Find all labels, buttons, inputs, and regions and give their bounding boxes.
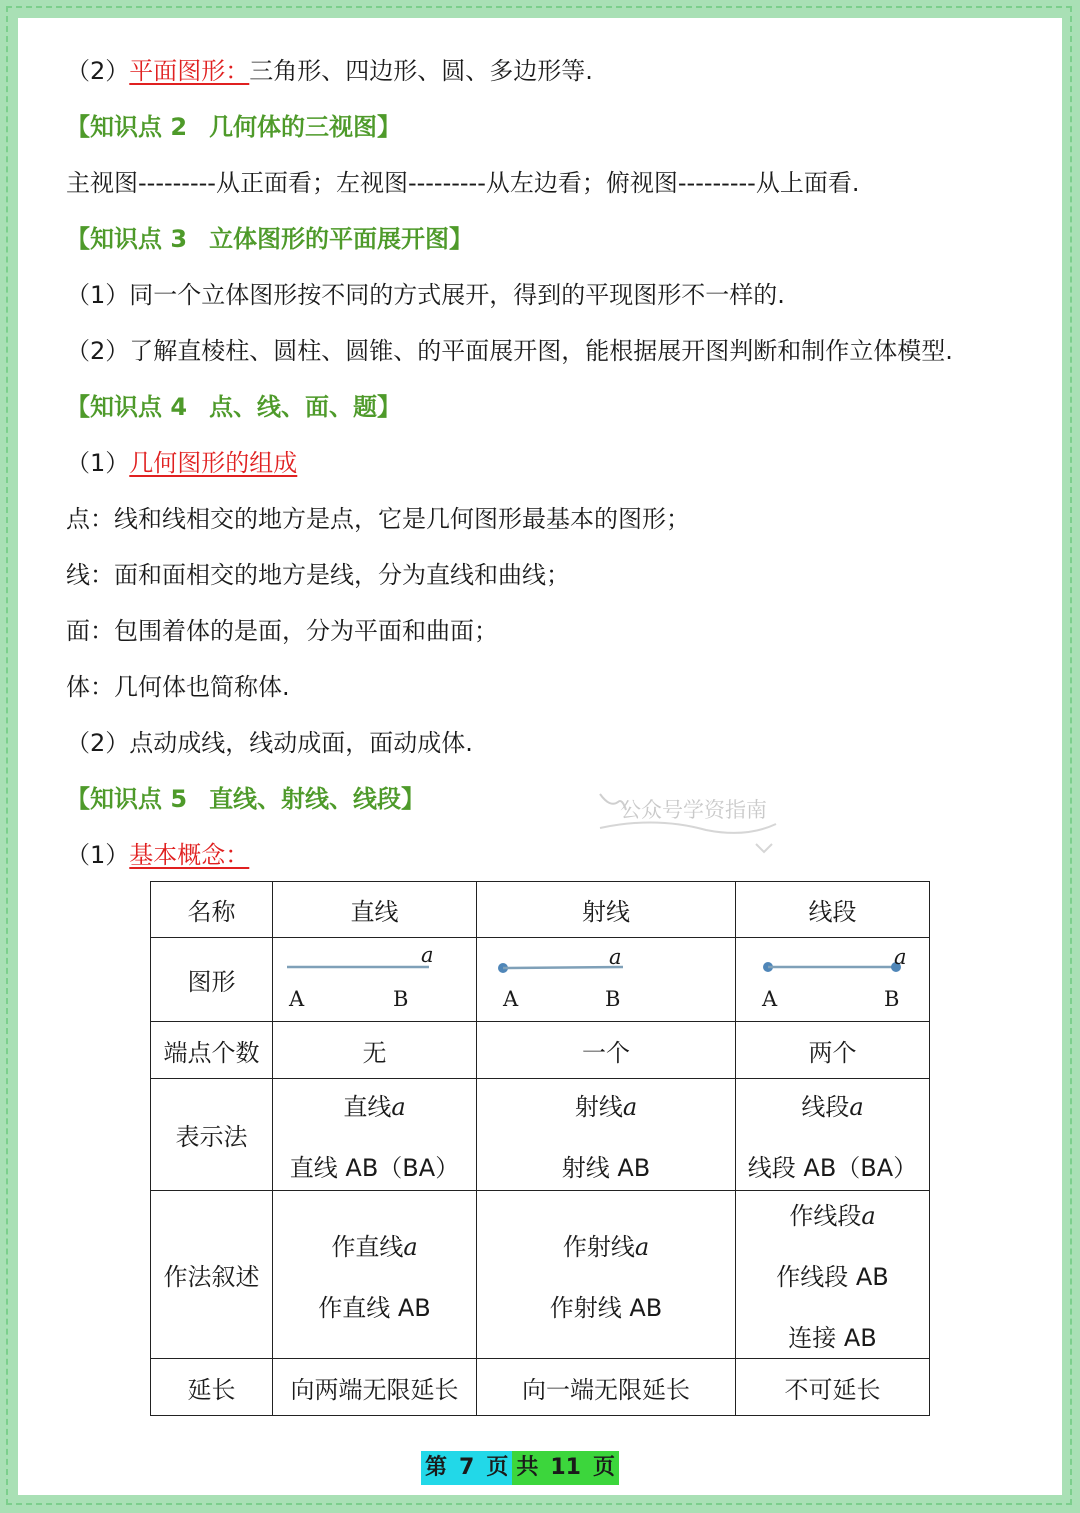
term-basic-concepts: 基本概念：	[129, 841, 250, 869]
notation-text: 射线 AB	[561, 1153, 651, 1182]
construction-letter: a	[861, 1202, 876, 1230]
point-definition: 点：线和线相交的地方是点，它是几何图形最基本的图形；	[66, 505, 690, 533]
construction-text: 作线段	[789, 1202, 862, 1230]
construction-text: 作直线	[331, 1232, 404, 1261]
heading-title: 立体图形的平面展开图】	[209, 225, 474, 253]
label-point-b: B	[393, 986, 409, 1011]
construction-text: 作线段 AB	[776, 1263, 889, 1291]
solid-definition: 体：几何体也简称体.	[66, 673, 290, 701]
label-point-a: A	[289, 986, 305, 1011]
item-number: （2）	[66, 57, 130, 85]
watermark-text: 公众号学资指南	[620, 798, 767, 822]
construction-letter: a	[403, 1232, 418, 1261]
notation-ray	[477, 1079, 736, 1191]
label-a: a	[421, 942, 434, 967]
term-plane-figures: 平面图形：	[129, 57, 250, 85]
row-label-construction: 作法叙述	[151, 1191, 273, 1359]
notation-text: 线段 AB（BA）	[747, 1153, 918, 1182]
notation-letter: a	[391, 1092, 406, 1121]
unfolding-line-1: （1）同一个立体图形按不同的方式展开，得到的平现图形不一样的.	[66, 281, 785, 309]
notation-segment	[736, 1079, 930, 1191]
plane-figures-text: 三角形、四边形、圆、多边形等.	[249, 57, 593, 85]
label-point-a: A	[762, 986, 778, 1011]
heading-knowledge-2	[66, 112, 401, 142]
unfolding-line-2: （2）了解直棱柱、圆柱、圆锥、的平面展开图，能根据展开图判断和制作立体模型.	[66, 337, 953, 365]
page-indicator	[421, 1451, 512, 1485]
table-row	[151, 1359, 930, 1416]
segment-figure	[736, 939, 929, 1021]
header-cell-name: 名称	[151, 882, 273, 938]
heading-tag: 【知识点 3	[66, 225, 188, 253]
notation-line	[273, 1079, 477, 1191]
construction-line	[273, 1191, 477, 1359]
footer-text: 共	[516, 1455, 539, 1480]
notation-text: 线段	[801, 1092, 850, 1121]
row-label-notation: 表示法	[151, 1079, 273, 1191]
heading-knowledge-4	[66, 392, 401, 422]
endpoints-line: 无	[273, 1022, 477, 1079]
extension-ray: 向一端无限延长	[477, 1359, 736, 1416]
table-row	[151, 1079, 930, 1191]
current-page-number: 7	[459, 1455, 475, 1480]
row-label-endpoints: 端点个数	[151, 1022, 273, 1079]
footer-text: 页	[486, 1455, 509, 1480]
extension-segment: 不可延长	[736, 1359, 930, 1416]
basic-concepts-line	[66, 840, 249, 870]
footer-text: 第	[425, 1455, 448, 1480]
label-point-b: B	[605, 986, 621, 1011]
total-page-number: 11	[550, 1455, 581, 1480]
ray-figure	[477, 939, 735, 1021]
heading-title: 直线、射线、线段】	[209, 785, 426, 813]
row-label-extension: 延长	[151, 1359, 273, 1416]
line-definition: 线：面和面相交的地方是线，分为直线和曲线；	[66, 561, 570, 589]
label-a: a	[894, 944, 907, 969]
item-number: （1）	[66, 449, 130, 477]
table-row	[151, 1022, 930, 1079]
endpoints-segment: 两个	[736, 1022, 930, 1079]
construction-segment	[736, 1191, 930, 1359]
label-a: a	[609, 944, 622, 969]
notation-letter: a	[849, 1092, 864, 1121]
figure-cell-ray	[477, 938, 736, 1022]
heading-tag: 【知识点 4	[66, 393, 188, 421]
heading-tag: 【知识点 2	[66, 113, 188, 141]
figure-cell-segment	[736, 938, 930, 1022]
row-label-figure: 图形	[151, 938, 273, 1022]
footer-text: 页	[592, 1455, 615, 1480]
header-cell-segment: 线段	[736, 882, 930, 938]
motion-line: （2）点动成线，线动成面，面动成体.	[66, 729, 473, 757]
watermark	[596, 788, 786, 868]
header-cell-line: 直线	[273, 882, 477, 938]
construction-ray	[477, 1191, 736, 1359]
label-point-a: A	[503, 986, 519, 1011]
header-cell-ray: 射线	[477, 882, 736, 938]
heading-title: 几何体的三视图】	[209, 113, 402, 141]
table-row	[151, 882, 930, 938]
construction-text: 作直线 AB	[318, 1293, 431, 1322]
plane-figures-line	[66, 56, 593, 86]
term-composition: 几何图形的组成	[129, 449, 298, 477]
table-row	[151, 1191, 930, 1359]
notation-letter: a	[622, 1092, 638, 1121]
heading-knowledge-5	[66, 784, 425, 814]
heading-knowledge-3	[66, 224, 473, 254]
endpoints-ray: 一个	[477, 1022, 736, 1079]
figure-cell-line	[273, 938, 477, 1022]
construction-letter: a	[634, 1232, 650, 1261]
concept-table	[150, 881, 930, 1416]
label-point-b: B	[884, 986, 900, 1011]
document-page	[18, 18, 1062, 1495]
item-number: （1）	[66, 841, 130, 869]
notation-text: 射线	[574, 1092, 623, 1121]
composition-line	[66, 448, 297, 478]
table-row	[151, 938, 930, 1022]
heading-title: 点、线、面、题】	[209, 393, 402, 421]
notation-text: 直线	[343, 1092, 392, 1121]
construction-text: 连接 AB	[788, 1324, 877, 1352]
heading-tag: 【知识点 5	[66, 785, 188, 813]
notation-text: 直线 AB（BA）	[289, 1153, 460, 1182]
three-views-line: 主视图---------从正面看；左视图---------从左边看；俯视图---------从上面看.	[66, 169, 860, 197]
page-footer	[421, 1451, 619, 1485]
line-figure	[273, 939, 476, 1021]
total-pages-indicator	[512, 1451, 619, 1485]
construction-text: 作射线	[562, 1232, 635, 1261]
extension-line: 向两端无限延长	[273, 1359, 477, 1416]
surface-definition: 面：包围着体的是面，分为平面和曲面；	[66, 617, 498, 645]
construction-text: 作射线 AB	[549, 1293, 663, 1322]
